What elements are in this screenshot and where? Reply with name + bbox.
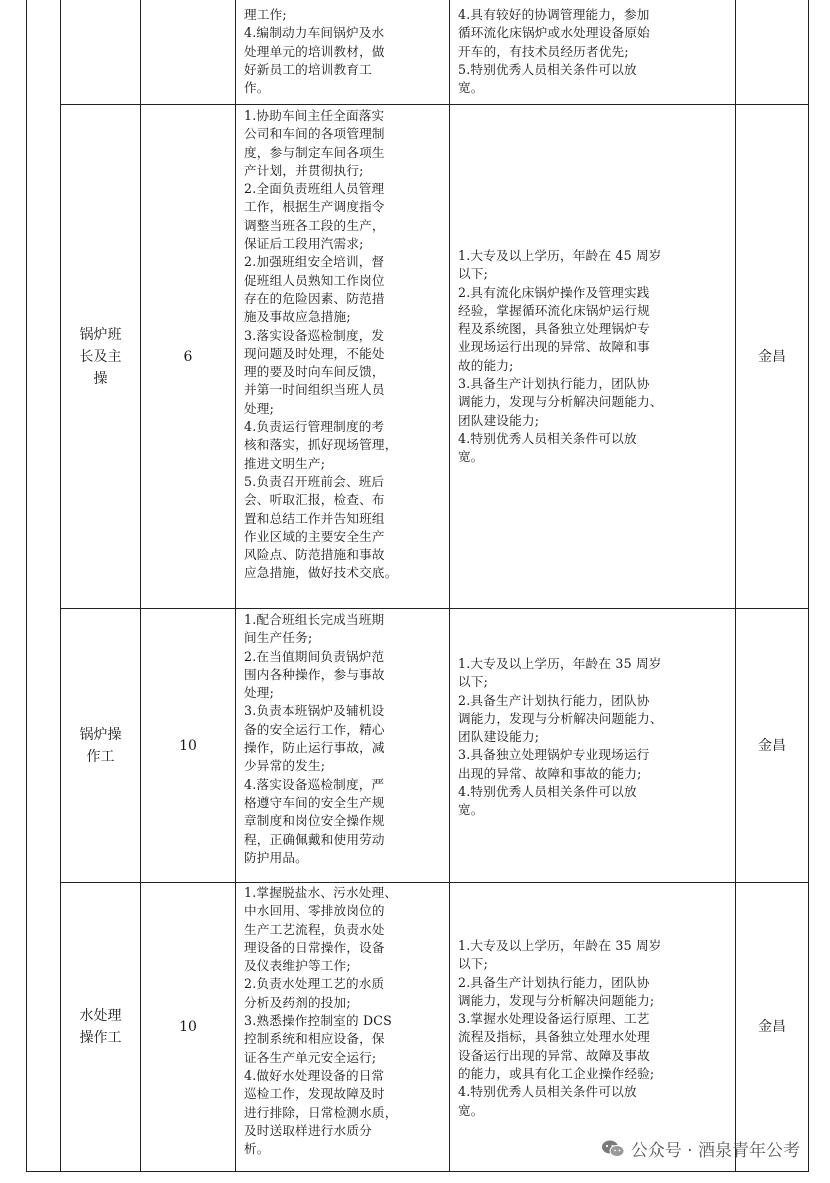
table-border-left-outer [26, 0, 27, 1172]
position-cell: 水处理 操作工 [79, 1008, 122, 1046]
requirements-cell: 1.大专及以上学历，年龄在 35 周岁 以下; 2.具备生产计划执行能力，团队协 调能力，发现与分析解决问题能力、 团队建设能力; 3.具备独立处理锅炉专业现场运行 出现的异常、故障和事故的能力; 4.特别优秀人员相关条件可以放 宽。 [458, 656, 663, 818]
table-border-right [808, 0, 809, 1172]
position-cell: 锅炉班 长及主 操 [79, 326, 122, 387]
wechat-icon [601, 1140, 625, 1158]
column-divider-2 [235, 0, 236, 1172]
position-cell: 锅炉操 作工 [79, 726, 122, 765]
watermark-text: 公众号 · 酒泉青年公考 [630, 1141, 800, 1161]
location-cell: 金昌 [758, 348, 786, 365]
duties-cell: 理工作; 4.编制动力车间锅炉及水 处理单元的培训教材，做 好新员工的培训教育工 作。 [244, 7, 385, 96]
duties-cell: 1.协助车间主任全面落实 公司和车间的各项管理制 度，参与制定车间各项生 产计划，并贯彻执行; 2.全面负责班组人员管理 工作，根据生产调度指令 调整当班各工段的生产， 保证后工段用汽需求; 2.加强班组安全培训，督 促班组人员熟知工作岗位 存在的危险因素、防范措 施及事故应急措施; 3.落实设备巡检制度，发 现问题及时处理，不能处 理的要及时向车间反馈， 并第一时间组织当班人员 处理; 4.负责运行管理制度的考 核和落实，抓好现场管理， 推进文明生产; 5.负责召开班前会、班后 会、听取汇报，检查、布 置和总结工作并告知班组 作业区域的主要安全生产 风险点、防范措施和事故 应急措施，做好技术交底。 [244, 108, 398, 581]
headcount-cell: 10 [179, 1019, 197, 1035]
duties-cell: 1.掌握脱盐水、污水处理、 中水回用、零排放岗位的 生产工艺流程，负责水处 理设备的日常操作，设备 及仪表维护等工作; 2.负责水处理工艺的水质 分析及药剂的投加; 3.熟悉操作控制室的 DCS 控制系统和相应设备，保 证各生产单元安全运行; 4.做好水处理设备的日常 巡检工作，发现故障及时 进行排除，日常检测水质， 及时送取样进行水质分 析。 [244, 885, 398, 1157]
requirements-cell: 1.大专及以上学历，年龄在 45 周岁 以下; 2.具有流化床锅炉操作及管理实践 经验，掌握循环流化床锅炉运行规 程及系统图，具备独立处理锅炉专 业现场运行出现的异常、故障和事 故的能力; 3.具备生产计划执行能力，团队协 调能力，发现与分析解决问题能力、 团队建设能力; 4.特别优秀人员相关条件可以放 宽。 [458, 248, 663, 465]
table-border-bottom [26, 1171, 809, 1172]
headcount-cell: 10 [179, 737, 197, 754]
location-cell: 金昌 [758, 1019, 786, 1035]
headcount-cell: 6 [183, 348, 193, 365]
watermark [601, 1136, 800, 1161]
location-cell: 金昌 [758, 737, 786, 754]
requirements-cell: 1.大专及以上学历，年龄在 35 周岁 以下; 2.具备生产计划执行能力，团队协 调能力，发现与分析解决问题能力; 3.掌握水处理设备运行原理、工艺 流程及指标，具备独立处理水处理 设备运行出现的异常、故障及事故 的能力，或具有化工企业操作经验; 4.特别优秀人员相关条件可以放 宽。 [458, 938, 662, 1118]
column-divider-3 [449, 0, 450, 1172]
duties-cell: 1.配合班组长完成当班期 间生产任务; 2.在当值期间负责锅炉范 围内各种操作，参与事故 处理; 3.负责本班锅炉及辅机设 备的安全运行工作，精心 操作，防止运行事故，减 少异常的发生; 4.落实设备巡检制度，严 格遵守车间的安全生产规 章制度和岗位安全操作规 程，正确佩戴和使用劳动 防护用品。 [244, 612, 385, 865]
requirements-cell: 4.具有较好的协调管理能力，参加 循环流化床锅炉或水处理设备原始 开车的，有技术员经历者优先; 5.特别优秀人员相关条件可以放 宽。 [458, 7, 650, 96]
